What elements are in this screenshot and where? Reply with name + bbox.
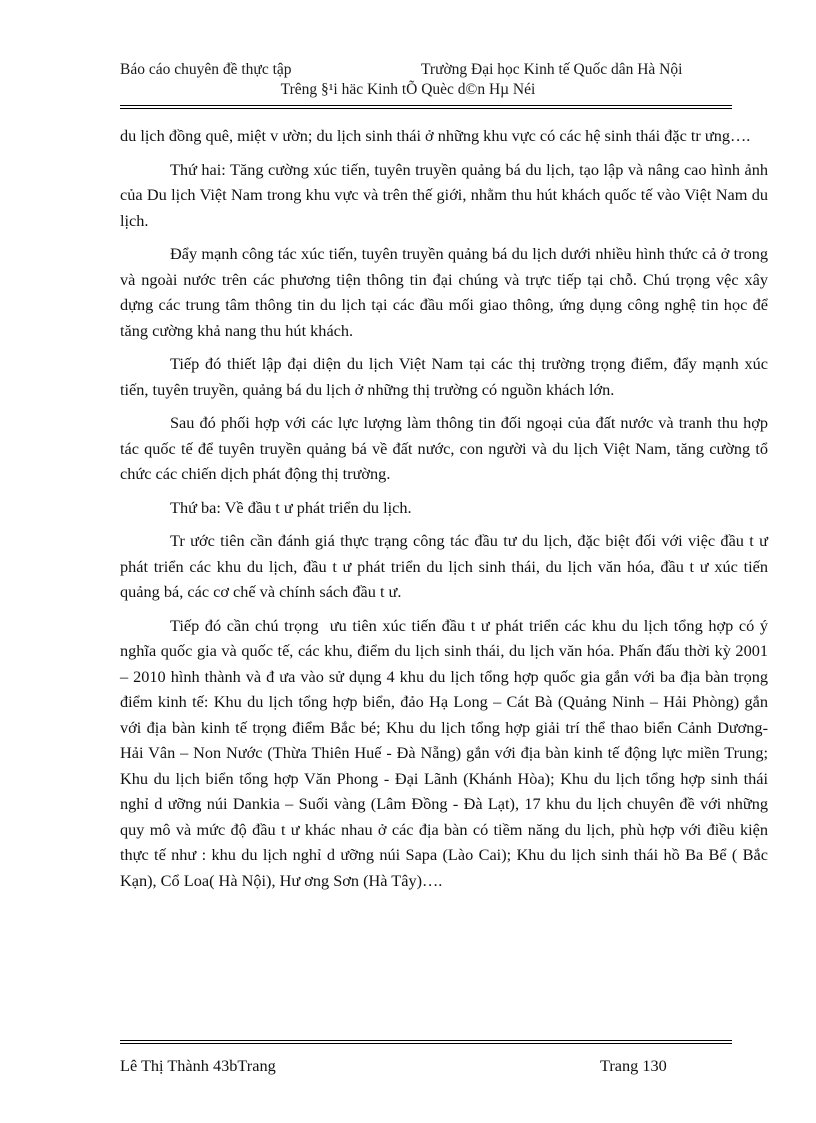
document-body [120,123,768,901]
header-university-name: Trường Đại học Kinh tế Quốc dân Hà Nội [421,61,683,78]
header-divider [120,105,732,109]
footer-divider [120,1040,732,1044]
paragraph: Thứ hai: Tăng cường xúc tiến, tuyên truyền quảng bá du lịch, tạo lập và nâng cao hình ảnh của Du lịch Việt Nam trong khu vực và trên thế giới, nhằm thu hút khách quốc tế vào Việt Nam du lịch. [120,159,768,230]
paragraph: du lịch đồng quê, miệt v ườn; du lịch sinh thái ở những khu vực có các hệ sinh thái đặc tr ưng…. [120,126,751,145]
footer-author: Lê Thị Thành 43bTrang [120,1056,276,1075]
paragraph: Đẩy mạnh công tác xúc tiến, tuyên truyền quảng bá du lịch dưới nhiều hình thức cả ở trong và ngoài nước trên các phương tiện thông tin đại chúng và trực tiếp tại chỗ. Chú trọng vệc xây dựng các trung tâm thông tin du lịch tại các đầu mối giao thông, ứng dụng công nghệ tin học để tăng cường khả nang thu hút khách. [120,244,768,340]
header-report-title: Báo cáo chuyên đề thực tập [120,61,292,78]
paragraph: Tiếp đó cần chú trọng ưu tiên xúc tiến đầu t ư phát triển các khu du lịch tổng hợp có ý nghĩa quốc gia và quốc tế, các khu, điểm du lịch sinh thái, du lịch văn hóa. Phấn đấu thời kỳ 2001 – 2010 hình thành và đ ưa vào sử dụng 4 khu du lịch tổng hợp quốc gia gắn với ba địa bàn trọng điểm kinh tế: Khu du lịch tổng hợp biển, đảo Hạ Long – Cát Bà (Quảng Ninh – Hải Phòng) gắn với địa bàn kinh tế trọng điểm Bắc bé; Khu du lịch tổng hợp giải trí thể thao biển Cảnh Dương- Hải Vân – Non Nước (Thừa Thiên Huế - Đà Nẵng) gắn với địa bàn kinh tế động lực miền Trung; Khu du lịch biển tổng hợp Văn Phong - Đại Lãnh (Khánh Hòa); Khu du lịch tổng hợp sinh thái nghỉ d ưỡng núi Dankia – Suối vàng (Lâm Đồng - Đà Lạt), 17 khu du lịch chuyên đề với những quy mô và mức độ đầu t ư khác nhau ở các địa bàn có tiềm năng du lịch, phù hợp với điều kiện thực tế như : khu du lịch nghỉ d ưỡng núi Sapa (Lào Cai); Khu du lịch sinh thái hồ Ba Bể ( Bắc Kạn), Cổ Loa( Hà Nội), Hư ơng Sơn (Hà Tây)…. [120,615,768,890]
paragraph: Tiếp đó thiết lập đại diện du lịch Việt Nam tại các thị trường trọng điểm, đẩy mạnh xúc tiến, tuyên truyền, quảng bá du lịch ở những thị trường có nguồn khách lớn. [120,354,768,399]
paragraph: Tr ước tiên cần đánh giá thực trạng công tác đầu tư du lịch, đặc biệt đối với việc đầu t ư phát triển các khu du lịch, đầu t ư phát triển du lịch sinh thái, du lịch văn hóa, đầu t ư xúc tiến quảng bá, các cơ chế và chính sách đầu t ư. [120,531,768,601]
footer-page-number: Trang 130 [600,1056,667,1075]
header-encoded-subtitle: Trêng §¹i häc Kinh tÕ Quèc d©n Hµ Néi [280,81,536,98]
paragraph: Thứ ba: Về đầu t ư phát triển du lịch. [170,497,412,517]
paragraph: Sau đó phối hợp với các lực lượng làm thông tin đối ngoại của đất nước và tranh thu hợp tác quốc tế để tuyên truyền quảng bá về đất nước, con người và du lịch Việt Nam, tăng cường tổ chức các chiến dịch phát động thị trường. [120,413,768,483]
